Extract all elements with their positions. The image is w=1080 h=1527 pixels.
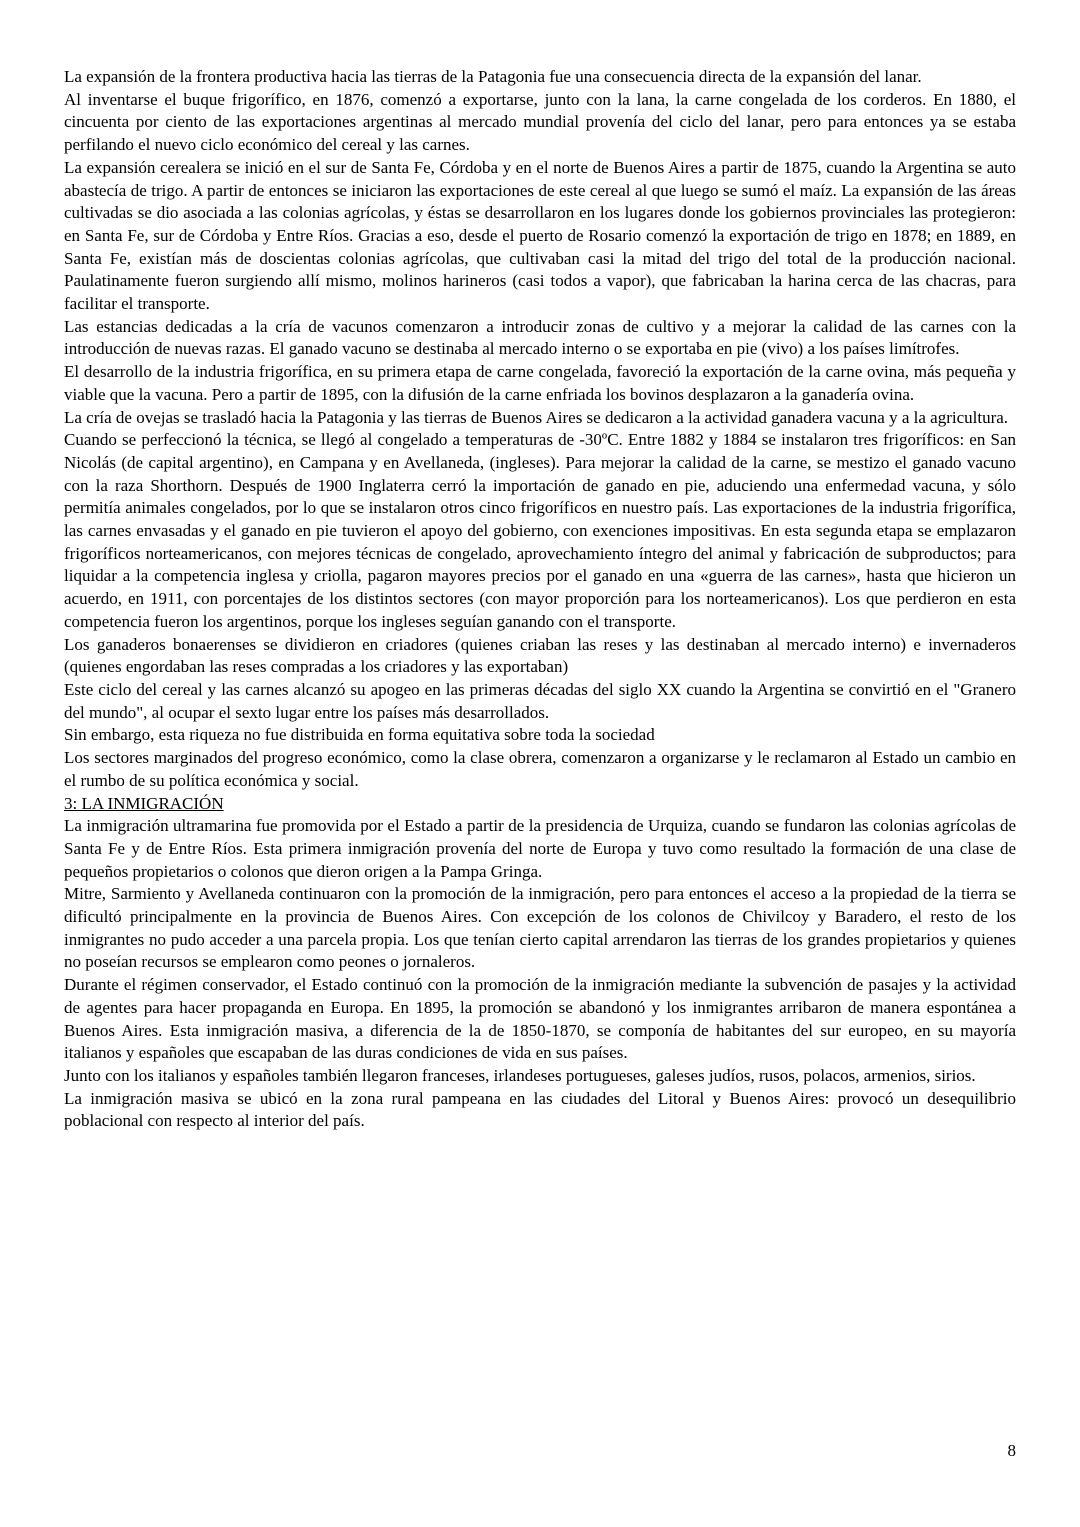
page-number: 8 bbox=[1007, 1441, 1016, 1460]
document-content bbox=[64, 66, 1016, 1133]
paragraph: La inmigración ultramarina fue promovida por el Estado a partir de la presidencia de Urquiza, cuando se fundaron las colonias agrícolas de Santa Fe y de Entre Ríos. Esta primera inmigración provenía del norte de Europa y tuvo como resultado la formación de una clase de pequeños propietarios o colonos que dieron origen a la Pampa Gringa. bbox=[64, 816, 1016, 881]
paragraph: Cuando se perfeccionó la técnica, se llegó al congelado a temperaturas de -30ºC. Entre 1882 y 1884 se instalaron tres frigoríficos: en San Nicolás (de capital argentino), en Campana y en Avellaneda, (ingleses). Para mejorar la calidad de la carne, se mestizo el ganado vacuno con la raza Shorthorn. Después de 1900 Inglaterra cerró la importación de ganado en pie, aduciendo una enfermedad vacuna, y sólo permitía animales congelados, por lo que se instalaron otros cinco frigoríficos en nuestro país. Las exportaciones de la industria frigorífica, las carnes envasadas y el ganado en pie tuvieron el apoyo del gobierno, con exenciones impositivas. En esta segunda etapa se emplazaron frigoríficos norteamericanos, con mejores técnicas de congelado, aprovechamiento íntegro del animal y fabricación de subproductos; para liquidar a la competencia inglesa y criolla, pagaron mayores precios por el ganado en una «guerra de las carnes», hasta que hicieron un acuerdo, en 1911, con porcentajes de los distintos sectores (con mayor proporción para los norteamericanos). Los que perdieron en esta competencia fueron los argentinos, porque los ingleses seguían ganando con el transporte. bbox=[64, 430, 1016, 631]
paragraph: Al inventarse el buque frigorífico, en 1876, comenzó a exportarse, junto con la lana, la carne congelada de los corderos. En 1880, el cincuenta por ciento de las exportaciones argentinas al mercado mundial provenía del ciclo del lanar, pero para entonces ya se estaba perfilando el nuevo ciclo económico del cereal y las carnes. bbox=[64, 89, 1016, 155]
paragraph: Las estancias dedicadas a la cría de vacunos comenzaron a introducir zonas de cultivo y a mejorar la calidad de las carnes con la introducción de nuevas razas. El ganado vacuno se destinaba al mercado interno o se exportaba en pie (vivo) a los países limítrofes. bbox=[64, 316, 1016, 359]
paragraph: Durante el régimen conservador, el Estado continuó con la promoción de la inmigración mediante la subvención de pasajes y la actividad de agentes para hacer propaganda en Europa. En 1895, la promoción se abandonó y los inmigrantes arribaron de manera espontánea a Buenos Aires. Esta inmigración masiva, a diferencia de la de 1850-1870, se componía de habitantes del sur europeo, en su mayoría italianos y españoles que escapaban de las duras condiciones de vida en sus países. bbox=[64, 975, 1016, 1063]
paragraph: La inmigración masiva se ubicó en la zona rural pampeana en las ciudades del Litoral y Buenos Aires: provocó un desequilibrio poblacional con respecto al interior del país. bbox=[64, 1088, 1016, 1131]
paragraph: La expansión cerealera se inició en el sur de Santa Fe, Córdoba y en el norte de Buenos Aires a partir de 1875, cuando la Argentina se auto abastecía de trigo. A partir de entonces se iniciaron las exportaciones de este cereal al que luego se sumó el maíz. La expansión de las áreas cultivadas se dio asociada a las colonias agrícolas, y éstas se desarrollaron en los lugares donde los gobiernos provinciales las protegieron: en Santa Fe, sur de Córdoba y Entre Ríos. Gracias a eso, desde el puerto de Rosario comenzó la exportación de trigo en 1878; en 1889, en Santa Fe, existían más de doscientas colonias agrícolas, que cultivaban casi la mitad del trigo del total de la producción nacional. Paulatinamente fueron surgiendo allí mismo, molinos harineros (casi todos a vapor), que fabricaban la harina cerca de las chacras, para facilitar el transporte. bbox=[64, 157, 1016, 314]
paragraph: Sin embargo, esta riqueza no fue distribuida en forma equitativa sobre toda la sociedad bbox=[64, 725, 655, 745]
paragraph: La cría de ovejas se trasladó hacia la Patagonia y las tierras de Buenos Aires se dedicaron a la actividad ganadera vacuna y a la agricultura. bbox=[64, 407, 1009, 427]
paragraph: La expansión de la frontera productiva hacia las tierras de la Patagonia fue una consecuencia directa de la expansión del lanar. bbox=[64, 67, 922, 86]
section-heading-inmigracion: 3: LA INMIGRACIÓN bbox=[64, 793, 224, 813]
paragraph: Mitre, Sarmiento y Avellaneda continuaron con la promoción de la inmigración, pero para entonces el acceso a la propiedad de la tierra se dificultó principalmente en la provincia de Buenos Aires. Con excepción de los colonos de Chivilcoy y Baradero, el resto de los inmigrantes no pudo acceder a una parcela propia. Los que tenían cierto capital arrendaron las tierras de los grandes propietarios y quienes no poseían recursos se emplearon como peones o jornaleros. bbox=[64, 884, 1016, 972]
paragraph: Junto con los italianos y españoles también llegaron franceses, irlandeses portugueses, galeses judíos, rusos, polacos, armenios, sirios. bbox=[64, 1065, 976, 1085]
paragraph: Los ganaderos bonaerenses se dividieron en criadores (quienes criaban las reses y las destinaban al mercado interno) e invernaderos (quienes engordaban las reses compradas a los criadores y las exportaban) bbox=[64, 634, 1016, 677]
paragraph: Los sectores marginados del progreso económico, como la clase obrera, comenzaron a organizarse y le reclamaron al Estado un cambio en el rumbo de su política económica y social. bbox=[64, 748, 1016, 790]
paragraph: El desarrollo de la industria frigorífica, en su primera etapa de carne congelada, favoreció la exportación de la carne ovina, más pequeña y viable que la vacuna. Pero a partir de 1895, con la difusión de la carne enfriada los bovinos desplazaron a la ganadería ovina. bbox=[64, 362, 1016, 404]
paragraph: Este ciclo del cereal y las carnes alcanzó su apogeo en las primeras décadas del siglo XX cuando la Argentina se convirtió en el "Granero del mundo", al ocupar el sexto lugar entre los países más desarrollados. bbox=[64, 679, 1016, 722]
